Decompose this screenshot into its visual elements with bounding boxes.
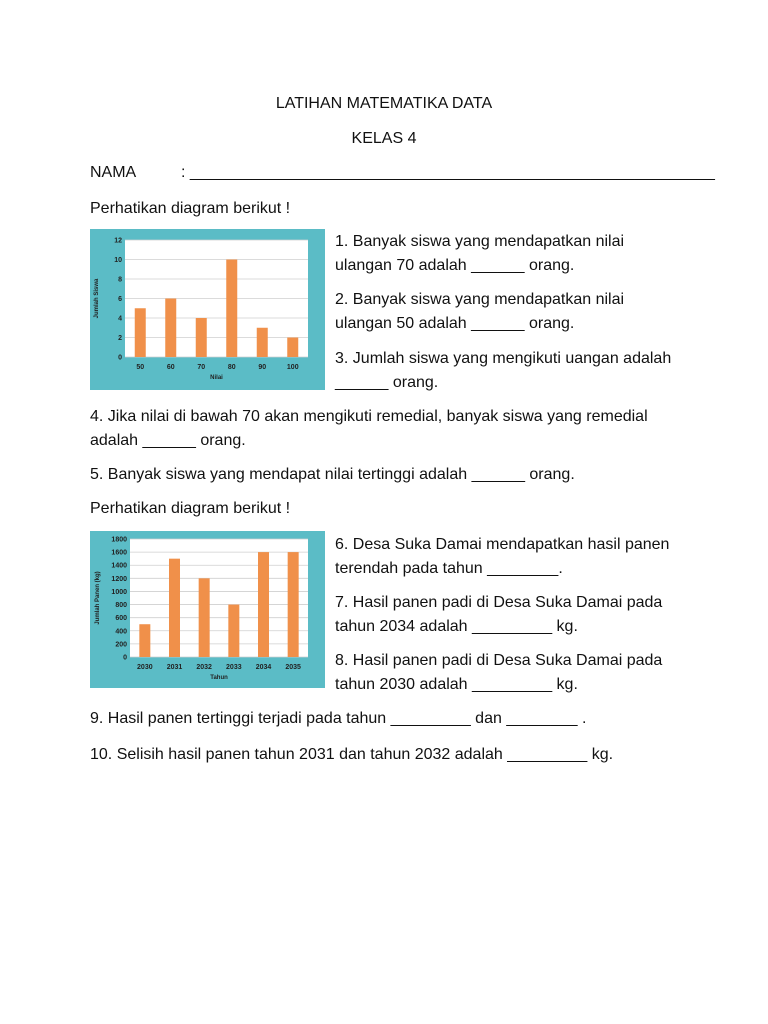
bar-60 [165,299,176,358]
chart-panen-svg [90,531,325,688]
y-tick-label: 4 [118,315,122,323]
name-field[interactable]: : ___________________________________________________________ [181,164,715,181]
bar-2031 [169,559,180,657]
plot-area [130,539,308,657]
class-label: KELAS 4 [351,130,417,147]
question-1: 1. Banyak siswa yang mendapatkan nilai ulangan 70 adalah ______ orang. [335,233,625,274]
y-tick-label: 0 [123,654,127,662]
bar-70 [196,318,207,357]
y-tick-label: 2 [118,335,122,342]
y-tick-label: 0 [118,354,122,362]
bar-90 [257,328,268,357]
bar-2033 [228,605,239,657]
chart-panen [90,531,325,688]
x-tick-label: 90 [258,364,267,371]
x-tick-label: 2031 [166,664,183,671]
y-tick-label: 1400 [111,562,127,570]
x-axis-label: Tahun [210,675,228,681]
y-tick-label: 1600 [111,549,127,557]
watermark: diaryguru.com [264,546,296,552]
question-8: 8. Hasil panen padi di Desa Suka Damai pada tahun 2030 adalah _________ kg. [335,652,663,693]
bar-100 [287,338,298,358]
x-axis-label: Nilai [210,375,223,381]
x-tick-label: 70 [197,364,206,371]
x-tick-label: 100 [286,364,299,371]
y-tick-label: 1000 [111,588,127,596]
x-tick-label: 80 [227,364,236,371]
instruction-1: Perhatikan diagram berikut ! [90,200,291,217]
y-tick-label: 6 [118,296,122,303]
y-tick-label: 1200 [111,575,127,583]
y-tick-label: 8 [118,276,122,284]
y-tick-label: 10 [114,257,122,264]
x-tick-label: 2032 [196,664,212,671]
bar-2032 [199,578,210,657]
y-tick-label: 1800 [111,536,127,544]
y-tick-label: 800 [115,602,127,610]
x-tick-label: 50 [136,364,145,371]
bar-2034 [258,552,269,657]
y-axis-label: Jumlah Panen (kg) [95,571,101,625]
chart-nilai [90,229,325,390]
instruction-2: Perhatikan diagram berikut ! [90,500,291,517]
question-7: 7. Hasil panen padi di Desa Suka Damai pada tahun 2034 adalah _________ kg. [335,594,663,635]
bar-2035 [288,552,299,657]
x-tick-label: 2033 [226,664,242,671]
name-label: NAMA [90,164,137,181]
y-axis-label: Jumlah Siswa [94,278,100,319]
bar-2030 [139,624,150,657]
x-tick-label: 2030 [137,664,153,671]
y-tick-label: 200 [115,641,127,649]
watermark: diaryguru.com [264,247,296,253]
x-tick-label: 2035 [285,664,301,671]
question-9: 9. Hasil panen tertinggi terjadi pada tahun _________ dan ________ . [90,710,587,727]
bar-50 [135,308,146,357]
x-tick-label: 2034 [255,664,272,671]
y-tick-label: 12 [114,237,122,245]
question-2: 2. Banyak siswa yang mendapatkan nilai ulangan 50 adalah ______ orang. [335,291,625,332]
question-5: 5. Banyak siswa yang mendapat nilai tertinggi adalah ______ orang. [90,466,575,483]
question-10: 10. Selisih hasil panen tahun 2031 dan tahun 2032 adalah _________ kg. [90,746,614,763]
question-3: 3. Jumlah siswa yang mengikuti uangan adalah ______ orang. [335,350,672,391]
question-4: 4. Jika nilai di bawah 70 akan mengikuti remedial, banyak siswa yang remedial adalah ______ orang. [90,408,648,449]
bar-80 [226,260,237,358]
y-tick-label: 400 [115,628,127,636]
chart-nilai-svg [90,229,325,390]
worksheet-title: LATIHAN MATEMATIKA DATA [275,95,493,112]
y-tick-label: 600 [115,615,127,623]
x-tick-label: 60 [166,364,175,371]
question-6: 6. Desa Suka Damai mendapatkan hasil panen terendah pada tahun ________. [335,536,670,577]
